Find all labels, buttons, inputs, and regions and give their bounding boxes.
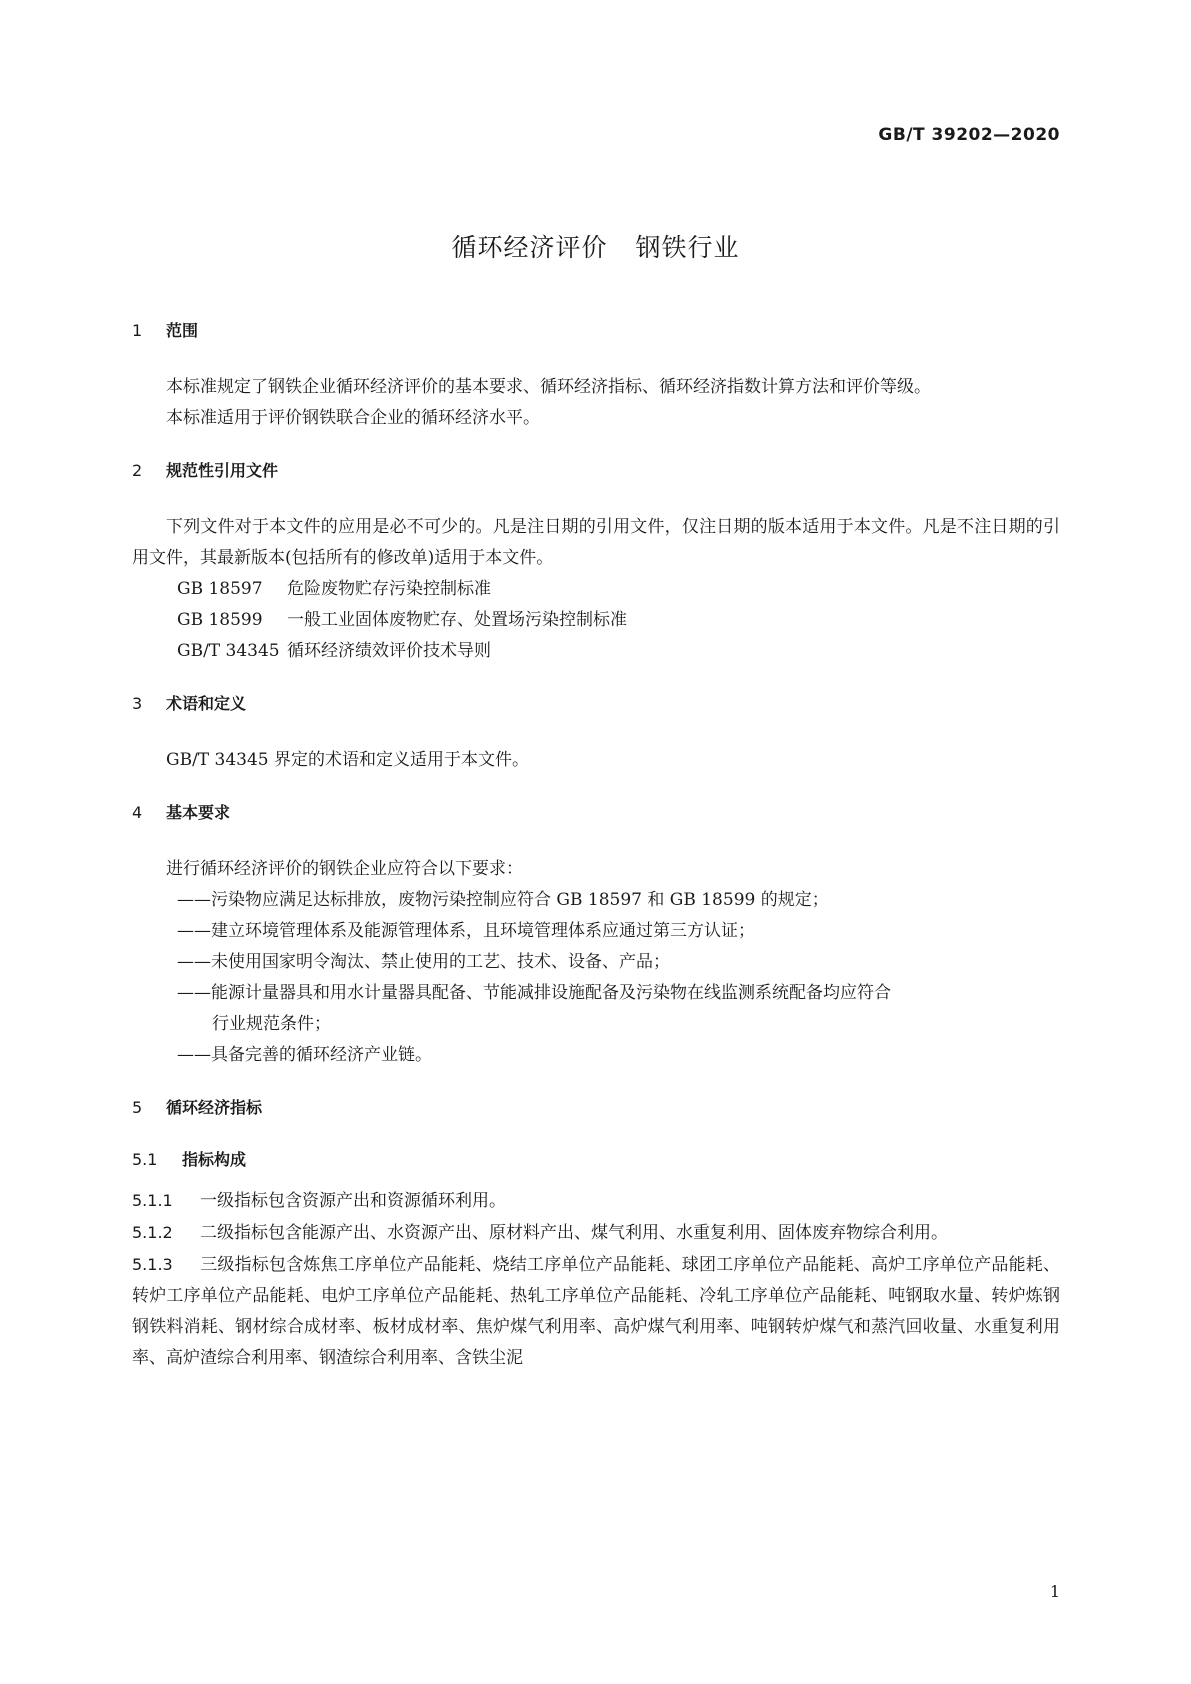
list-item: ——污染物应满足达标排放，废物污染控制应符合 GB 18597 和 GB 18599 的规定； — [177, 890, 829, 910]
paragraph: GB/T 34345 界定的术语和定义适用于本文件。 — [166, 750, 530, 770]
section-number: 5 — [132, 1098, 143, 1117]
subsection-5-1-heading — [132, 1149, 1060, 1171]
paragraph: 本标准规定了钢铁企业循环经济评价的基本要求、循环经济指标、循环经济指数计算方法和评价等级。 — [166, 377, 931, 397]
document-title — [0, 228, 1191, 264]
clause-number: 5.1.1 — [132, 1191, 173, 1210]
paragraph: 本标准适用于评价钢铁联合企业的循环经济水平。 — [166, 408, 540, 428]
reference-title: 一般工业固体废物贮存、处置场污染控制标准 — [287, 610, 627, 630]
clause-number: 5.1.3 — [132, 1255, 173, 1274]
section-title: 规范性引用文件 — [166, 461, 279, 480]
section-4-heading — [132, 802, 1060, 824]
section-number: 3 — [132, 694, 143, 713]
clause-text: 二级指标包含能源产出、水资源产出、原材料产出、煤气利用、水重复利用、固体废弃物综合利用。 — [200, 1223, 948, 1243]
reference-title: 循环经济绩效评价技术导则 — [287, 641, 491, 661]
clause — [132, 1217, 1060, 1249]
title-part-2: 钢铁行业 — [635, 233, 740, 262]
title-part-1: 循环经济评价 — [451, 233, 608, 262]
clause-text: 一级指标包含资源产出和资源循环利用。 — [200, 1191, 506, 1211]
clause-text: 三级指标包含炼焦工序单位产品能耗、烧结工序单位产品能耗、球团工序单位产品能耗、高炉工序单位产品能耗、转炉工序单位产品能耗、电炉工序单位产品能耗、热轧工序单位产品能耗、冷轧工序单位产品能耗、吨钢取水量、转炉炼钢钢铁料消耗、钢材综合成材率、板材成材率、焦炉煤气利用率、高炉煤气利用率、吨钢转炉煤气和蒸汽回收量、水重复利用率、高炉渣综合利用率、钢渣综合利用率、含铁尘泥 — [132, 1255, 1060, 1368]
document-body — [132, 320, 1060, 1374]
subsection-title: 指标构成 — [182, 1150, 247, 1169]
section-3-heading — [132, 693, 1060, 715]
section-2-heading — [132, 460, 1060, 482]
section-title: 循环经济指标 — [166, 1098, 263, 1117]
list-item: ——具备完善的循环经济产业链。 — [177, 1045, 432, 1065]
reference-title: 危险废物贮存污染控制标准 — [287, 579, 491, 599]
reference-item — [132, 636, 1060, 667]
page-number: 1 — [1049, 1582, 1060, 1601]
reference-code: GB 18597 — [177, 579, 263, 599]
section-number: 1 — [132, 321, 143, 340]
section-title: 范围 — [166, 321, 199, 340]
list-item: ——能源计量器具和用水计量器具配备、节能减排设施配备及污染物在线监测系统配备均应符合 — [177, 983, 891, 1003]
subsection-number: 5.1 — [132, 1150, 158, 1169]
clause — [132, 1249, 1060, 1374]
clause — [132, 1185, 1060, 1217]
list-item: ——建立环境管理体系及能源管理体系，且环境管理体系应通过第三方认证； — [177, 921, 755, 941]
reference-item — [132, 574, 1060, 605]
paragraph: 下列文件对于本文件的应用是必不可少的。凡是注日期的引用文件，仅注日期的版本适用于本文件。凡是不注日期的引用文件，其最新版本(包括所有的修改单)适用于本文件。 — [132, 517, 1060, 568]
section-number: 2 — [132, 461, 143, 480]
reference-item — [132, 605, 1060, 636]
standard-number: GB/T 39202—2020 — [878, 125, 1060, 145]
paragraph: 进行循环经济评价的钢铁企业应符合以下要求： — [166, 859, 523, 879]
list-item: ——未使用国家明令淘汰、禁止使用的工艺、技术、设备、产品； — [177, 952, 670, 972]
section-1-heading — [132, 320, 1060, 342]
section-title: 术语和定义 — [166, 694, 247, 713]
list-item-continuation: 行业规范条件； — [212, 1014, 331, 1034]
reference-code: GB 18599 — [177, 610, 263, 630]
section-title: 基本要求 — [166, 803, 231, 822]
clause-number: 5.1.2 — [132, 1223, 173, 1242]
section-5-heading — [132, 1097, 1060, 1119]
section-number: 4 — [132, 803, 143, 822]
reference-code: GB/T 34345 — [177, 641, 280, 661]
